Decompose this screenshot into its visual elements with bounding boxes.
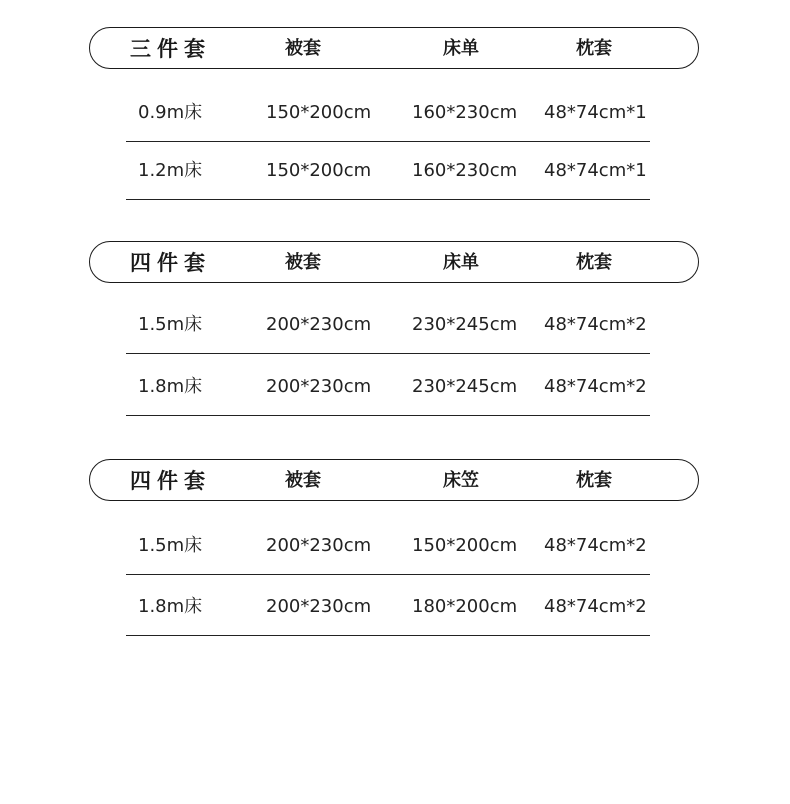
bed-size: 0.9m床	[138, 102, 203, 123]
table-title: 四件套	[130, 251, 211, 275]
header-pillowcase: 枕套	[576, 252, 612, 273]
header-duvet-cover: 被套	[285, 38, 321, 59]
row-divider	[126, 635, 650, 636]
pillowcase-size: 48*74cm*2	[544, 596, 647, 617]
header-duvet-cover: 被套	[285, 252, 321, 273]
pillowcase-size: 48*74cm*2	[544, 314, 647, 335]
row-divider	[126, 353, 650, 354]
duvet-cover-size: 150*200cm	[266, 102, 372, 123]
header-fitted-sheet: 床笠	[443, 470, 479, 491]
bed-sheet-size: 160*230cm	[412, 102, 518, 123]
table-row	[126, 517, 650, 575]
bed-size: 1.5m床	[138, 314, 203, 335]
table-title: 四件套	[130, 469, 211, 493]
table-row	[126, 358, 650, 416]
table-row	[126, 296, 650, 354]
table-row	[126, 142, 650, 200]
bed-size: 1.8m床	[138, 376, 203, 397]
header-pillowcase: 枕套	[576, 38, 612, 59]
duvet-cover-size: 200*230cm	[266, 535, 372, 556]
header-duvet-cover: 被套	[285, 470, 321, 491]
table-row	[126, 84, 650, 142]
row-divider	[126, 574, 650, 575]
pillowcase-size: 48*74cm*1	[544, 102, 647, 123]
header-pillowcase: 枕套	[576, 470, 612, 491]
row-divider	[126, 415, 650, 416]
fitted-sheet-size: 150*200cm	[412, 535, 518, 556]
fitted-sheet-size: 180*200cm	[412, 596, 518, 617]
bed-sheet-size: 230*245cm	[412, 376, 518, 397]
bed-size: 1.5m床	[138, 535, 203, 556]
header-bed-sheet: 床单	[443, 38, 479, 59]
duvet-cover-size: 200*230cm	[266, 596, 372, 617]
bed-sheet-size: 160*230cm	[412, 160, 518, 181]
header-bed-sheet: 床单	[443, 252, 479, 273]
bed-size: 1.8m床	[138, 596, 203, 617]
table-header	[89, 459, 699, 501]
duvet-cover-size: 200*230cm	[266, 314, 372, 335]
table-title: 三件套	[130, 37, 211, 61]
pillowcase-size: 48*74cm*1	[544, 160, 647, 181]
row-divider	[126, 199, 650, 200]
bed-sheet-size: 230*245cm	[412, 314, 518, 335]
duvet-cover-size: 200*230cm	[266, 376, 372, 397]
pillowcase-size: 48*74cm*2	[544, 535, 647, 556]
table-header	[89, 27, 699, 69]
table-row	[126, 578, 650, 636]
pillowcase-size: 48*74cm*2	[544, 376, 647, 397]
duvet-cover-size: 150*200cm	[266, 160, 372, 181]
table-header	[89, 241, 699, 283]
bed-size: 1.2m床	[138, 160, 203, 181]
